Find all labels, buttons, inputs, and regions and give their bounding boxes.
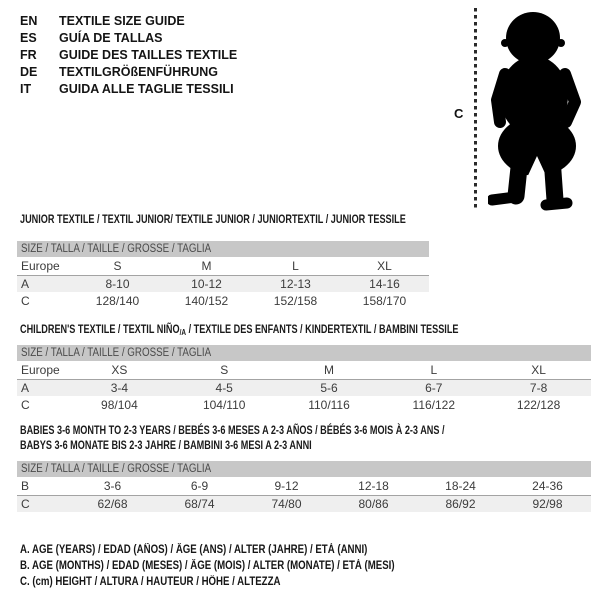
- junior-size-table: [17, 258, 429, 309]
- value-cell: 4-5: [215, 380, 233, 395]
- value-cell: 116/122: [412, 397, 456, 412]
- lang-row-es: [20, 30, 237, 47]
- value-cell: 152/158: [273, 293, 318, 308]
- footnote-a-text: A. AGE (YEARS) / EDAD (AÑOS) / ÂGE (ANS) / ALTER (JAHRE) / ETÀ (ANNI): [20, 544, 368, 556]
- junior-title-text: JUNIOR TEXTILE / TEXTIL JUNIOR/ TEXTILE JUNIOR / JUNIORTEXTIL / JUNIOR TESSILE: [20, 212, 406, 226]
- size-cell: M: [162, 258, 251, 275]
- junior-section-title: [20, 212, 528, 227]
- junior-size-header-bar: [17, 241, 429, 257]
- row-label: C: [21, 293, 30, 308]
- lang-title: GUIDE DES TAILLES TEXTILE: [59, 48, 238, 62]
- height-measure-figure: [440, 0, 600, 220]
- babies-section-title: [20, 423, 579, 453]
- children-size-table: [17, 362, 591, 413]
- row-label: Europe: [17, 258, 73, 275]
- value-cell: 6-9: [156, 478, 243, 495]
- babies-size-table: [17, 478, 591, 512]
- lang-row-it: [20, 81, 237, 98]
- value-cell: 24-36: [504, 478, 591, 495]
- size-header-text: SIZE / TALLA / TAILLE / GRÖSSE / TAGLIA: [21, 243, 212, 255]
- value-cell: 158/170: [362, 293, 407, 308]
- value-cell: 12-18: [330, 478, 417, 495]
- value-cell: 5-6: [320, 380, 338, 395]
- row-label: B: [17, 478, 69, 495]
- height-measure-label: C: [454, 106, 464, 121]
- babies-title-line2: BABYS 3-6 MONATE BIS 2-3 JAHRE / BAMBINI 3-6 MESI A 2-3 ANNI: [20, 438, 312, 452]
- value-cell: 68/74: [184, 496, 215, 511]
- value-cell: 18-24: [417, 478, 504, 495]
- table-row-age: [17, 275, 429, 292]
- value-cell: 8-10: [105, 276, 130, 291]
- row-label: Europe: [17, 362, 67, 379]
- value-cell: 7-8: [529, 380, 548, 395]
- lang-row-de: [20, 64, 237, 81]
- size-cell: M: [277, 362, 382, 379]
- children-title-subscript: /A: [179, 327, 187, 337]
- value-cell: 80/86: [358, 496, 389, 511]
- value-cell: 14-16: [369, 276, 400, 291]
- value-cell: 98/104: [101, 397, 138, 412]
- size-cell: S: [73, 258, 162, 275]
- value-cell: 62/68: [97, 496, 128, 511]
- children-size-header-bar: [17, 345, 591, 361]
- value-cell: 3-6: [69, 478, 156, 495]
- size-cell: XL: [340, 258, 429, 275]
- table-row-height: [17, 396, 591, 413]
- babies-title-text: [20, 423, 445, 453]
- children-title-text: [20, 322, 458, 340]
- value-cell: 9-12: [243, 478, 330, 495]
- row-label: A: [21, 276, 30, 291]
- table-row-europe: [17, 258, 429, 275]
- row-label: C: [21, 397, 30, 412]
- lang-title: TEXTILE SIZE GUIDE: [59, 14, 185, 28]
- value-cell: 74/80: [271, 496, 302, 511]
- footnote-c: [20, 574, 466, 590]
- size-cell: L: [381, 362, 486, 379]
- lang-code: DE: [20, 65, 38, 79]
- babies-size-header-bar: [17, 461, 591, 477]
- footnote-b-text: B. AGE (MONTHS) / EDAD (MESES) / ÂGE (MOIS) / ALTER (MONATE) / ETÀ (MESI): [20, 560, 395, 572]
- value-cell: 104/110: [202, 397, 246, 412]
- footnotes: [20, 542, 466, 590]
- value-cell: 140/152: [184, 293, 229, 308]
- value-cell: 3-4: [110, 380, 129, 395]
- lang-title: GUÍA DE TALLAS: [59, 31, 163, 45]
- height-dashed-line: [474, 8, 477, 210]
- lang-row-en: [20, 13, 237, 30]
- lang-code: ES: [20, 31, 37, 45]
- footnote-a: [20, 542, 466, 558]
- value-cell: 110/116: [308, 397, 350, 412]
- size-header-text: SIZE / TALLA / TAILLE / GRÖSSE / TAGLIA: [21, 463, 212, 475]
- lang-title: GUIDA ALLE TAGLIE TESSILI: [59, 82, 234, 96]
- table-row-height: [17, 495, 591, 512]
- footnote-b: [20, 558, 466, 574]
- table-row-height: [17, 292, 429, 309]
- size-cell: S: [172, 362, 277, 379]
- row-label: A: [21, 380, 30, 395]
- table-row-age: [17, 379, 591, 396]
- value-cell: 122/128: [516, 397, 561, 412]
- lang-code: EN: [20, 14, 38, 28]
- value-cell: 92/98: [532, 496, 563, 511]
- lang-title: TEXTILGRÖßENFÜHRUNG: [59, 65, 219, 79]
- table-row-months: [17, 478, 591, 495]
- lang-row-fr: [20, 47, 237, 64]
- toddler-silhouette-icon: [488, 8, 593, 212]
- lang-code: FR: [20, 48, 37, 62]
- row-label: C: [21, 496, 30, 511]
- size-cell: XL: [486, 362, 591, 379]
- size-cell: L: [251, 258, 340, 275]
- children-title-post: / TEXTILE DES ENFANTS / KINDERTEXTIL / BAMBINI TESSILE: [186, 322, 459, 336]
- size-header-text: SIZE / TALLA / TAILLE / GRÖSSE / TAGLIA: [21, 347, 212, 359]
- value-cell: 12-13: [280, 276, 311, 291]
- value-cell: 6-7: [425, 380, 443, 395]
- value-cell: 128/140: [95, 293, 140, 308]
- children-title-pre: CHILDREN'S TEXTILE / TEXTIL NIÑO: [20, 322, 180, 336]
- lang-code: IT: [20, 82, 32, 96]
- table-row-europe: [17, 362, 591, 379]
- language-header: [20, 13, 237, 98]
- children-section-title: [20, 322, 597, 340]
- value-cell: 10-12: [191, 276, 222, 291]
- size-cell: XS: [67, 362, 172, 379]
- value-cell: 86/92: [445, 496, 476, 511]
- babies-title-line1: BABIES 3-6 MONTH TO 2-3 YEARS / BEBÉS 3-6 MESES A 2-3 AÑOS / BÉBÉS 3-6 MOIS À 2-3 ANS /: [20, 423, 445, 437]
- footnote-c-text: C. (cm) HEIGHT / ALTURA / HAUTEUR / HÖHE / ALTEZZA: [20, 576, 281, 588]
